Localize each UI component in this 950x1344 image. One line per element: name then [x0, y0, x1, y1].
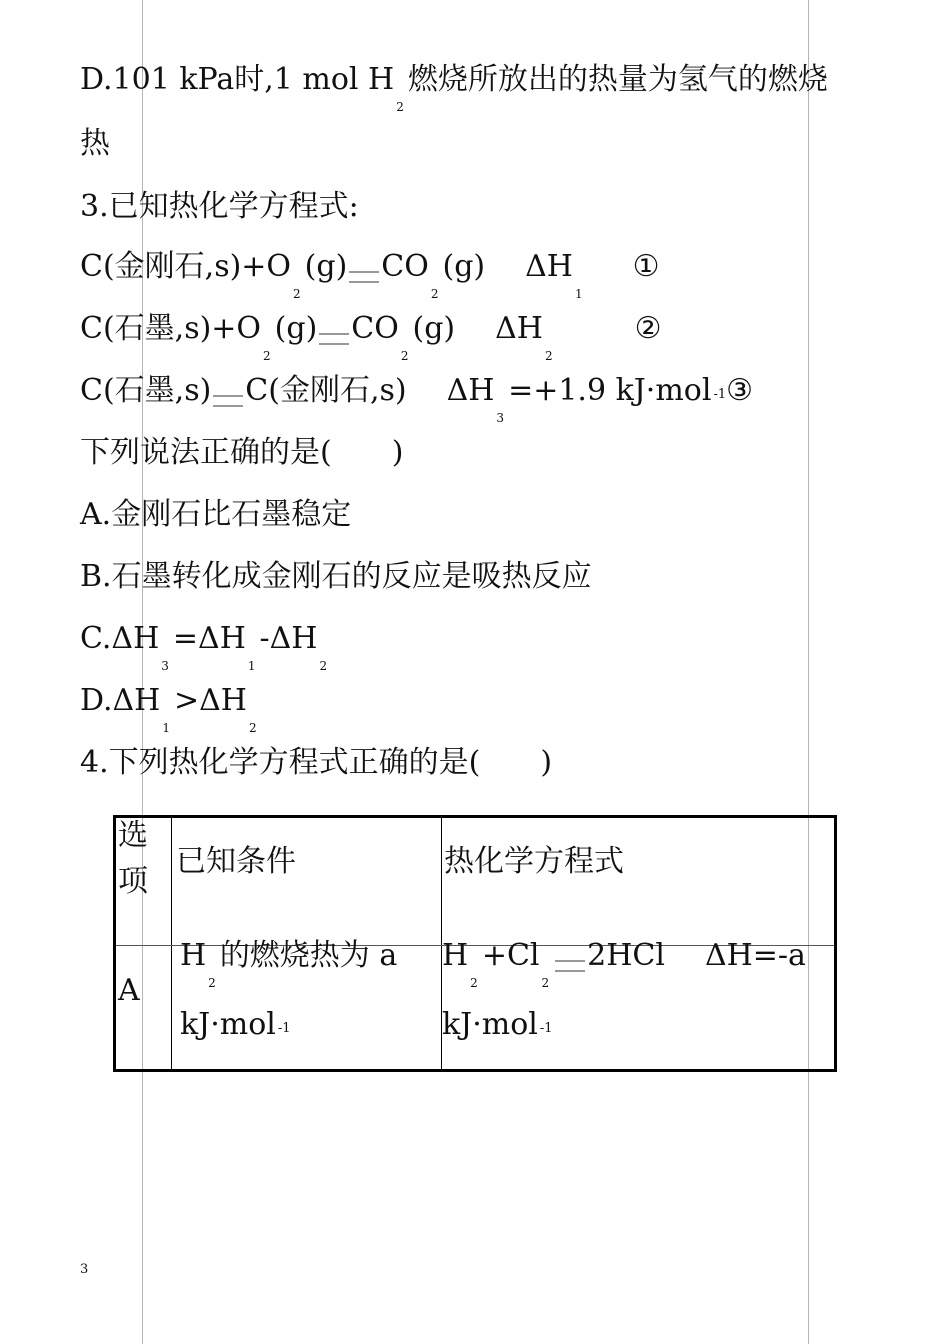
- text: CO: [381, 249, 429, 284]
- text: (g): [274, 311, 318, 346]
- text: C.ΔH: [80, 621, 160, 656]
- subscript: 2: [470, 976, 478, 990]
- option-c: [80, 621, 331, 673]
- text: >ΔH: [174, 683, 247, 718]
- subscript: 2: [248, 721, 257, 735]
- text: ΔH=-a: [704, 938, 806, 973]
- text: C(石墨,s)+O: [80, 311, 262, 346]
- text: C(金刚石,s)+O: [80, 249, 292, 284]
- subscript: 2: [208, 976, 216, 990]
- question-3-title: 3.已知热化学方程式:: [80, 189, 359, 224]
- subscript: 1: [247, 659, 256, 673]
- text: kJ·mol: [180, 1007, 276, 1042]
- superscript: -1: [277, 1021, 291, 1036]
- subscript: 2: [263, 349, 271, 363]
- options-table: [113, 815, 837, 1072]
- subscript: 1: [574, 287, 583, 301]
- circled-number: ③: [726, 373, 754, 408]
- header-equation: 热化学方程式: [444, 844, 624, 879]
- table-divider: [171, 818, 172, 1069]
- option-d-line: [80, 62, 828, 114]
- option-d: [80, 683, 261, 735]
- text: =+1.9 kJ·mol: [508, 373, 712, 408]
- subscript: 1: [162, 721, 170, 735]
- equals-arrow-icon: [349, 271, 379, 283]
- subscript: 2: [541, 976, 550, 990]
- text: kJ·mol: [442, 1007, 538, 1042]
- equation-1: [80, 249, 660, 301]
- subscript: 2: [293, 287, 301, 301]
- text: C(石墨,s): [80, 373, 212, 408]
- row-a-option: A: [118, 973, 140, 1008]
- subscript: 3: [161, 659, 169, 673]
- superscript: -1: [713, 387, 727, 402]
- question-4-title: 4.下列热化学方程式正确的是( ): [80, 745, 553, 780]
- subscript: 2: [400, 349, 409, 363]
- text: 燃烧所放出的热量为氢气的燃烧: [407, 62, 828, 97]
- text: (g): [412, 311, 456, 346]
- equals-arrow-icon: [319, 333, 349, 345]
- circled-number: ②: [634, 311, 662, 346]
- text: D.ΔH: [80, 683, 161, 718]
- subscript: 2: [396, 100, 404, 114]
- option-b: B.石墨转化成金刚石的反应是吸热反应: [80, 559, 592, 594]
- text: (g): [442, 249, 486, 284]
- text: H: [442, 938, 469, 973]
- row-a-condition: [180, 938, 397, 1049]
- text: 选: [118, 818, 148, 853]
- text: H: [180, 938, 207, 973]
- option-d-continuation: 热: [80, 126, 110, 161]
- text: -ΔH: [259, 621, 318, 656]
- text: ΔH: [525, 249, 573, 284]
- text: ΔH: [495, 311, 543, 346]
- text: ΔH: [446, 373, 495, 408]
- margin-guide-right: [808, 0, 809, 1344]
- text: D.101 kPa时,1 mol H: [80, 62, 395, 97]
- subscript: 2: [544, 349, 553, 363]
- subscript: 3: [496, 411, 505, 425]
- page-number: 3: [80, 1262, 89, 1277]
- row-a-equation: [442, 938, 806, 1049]
- superscript: -1: [539, 1021, 553, 1036]
- subscript: 2: [430, 287, 439, 301]
- text: (g): [304, 249, 348, 284]
- equation-2: [80, 311, 662, 363]
- text: 2HCl: [587, 938, 665, 973]
- text: 项: [118, 864, 148, 899]
- subscript: 2: [319, 659, 328, 673]
- equals-arrow-icon: [555, 960, 585, 972]
- header-option: [118, 818, 148, 900]
- text: +Cl: [481, 938, 540, 973]
- text: CO: [351, 311, 399, 346]
- text: =ΔH: [172, 621, 246, 656]
- equals-arrow-icon: [213, 395, 243, 407]
- option-a: A.金刚石比石墨稳定: [80, 497, 352, 532]
- text: C(金刚石,s): [245, 373, 407, 408]
- text: 的燃烧热为 a: [219, 938, 398, 973]
- equation-3: [80, 373, 754, 425]
- question-3-prompt: 下列说法正确的是( ): [80, 435, 404, 470]
- header-condition: 已知条件: [176, 844, 296, 879]
- circled-number: ①: [632, 249, 660, 284]
